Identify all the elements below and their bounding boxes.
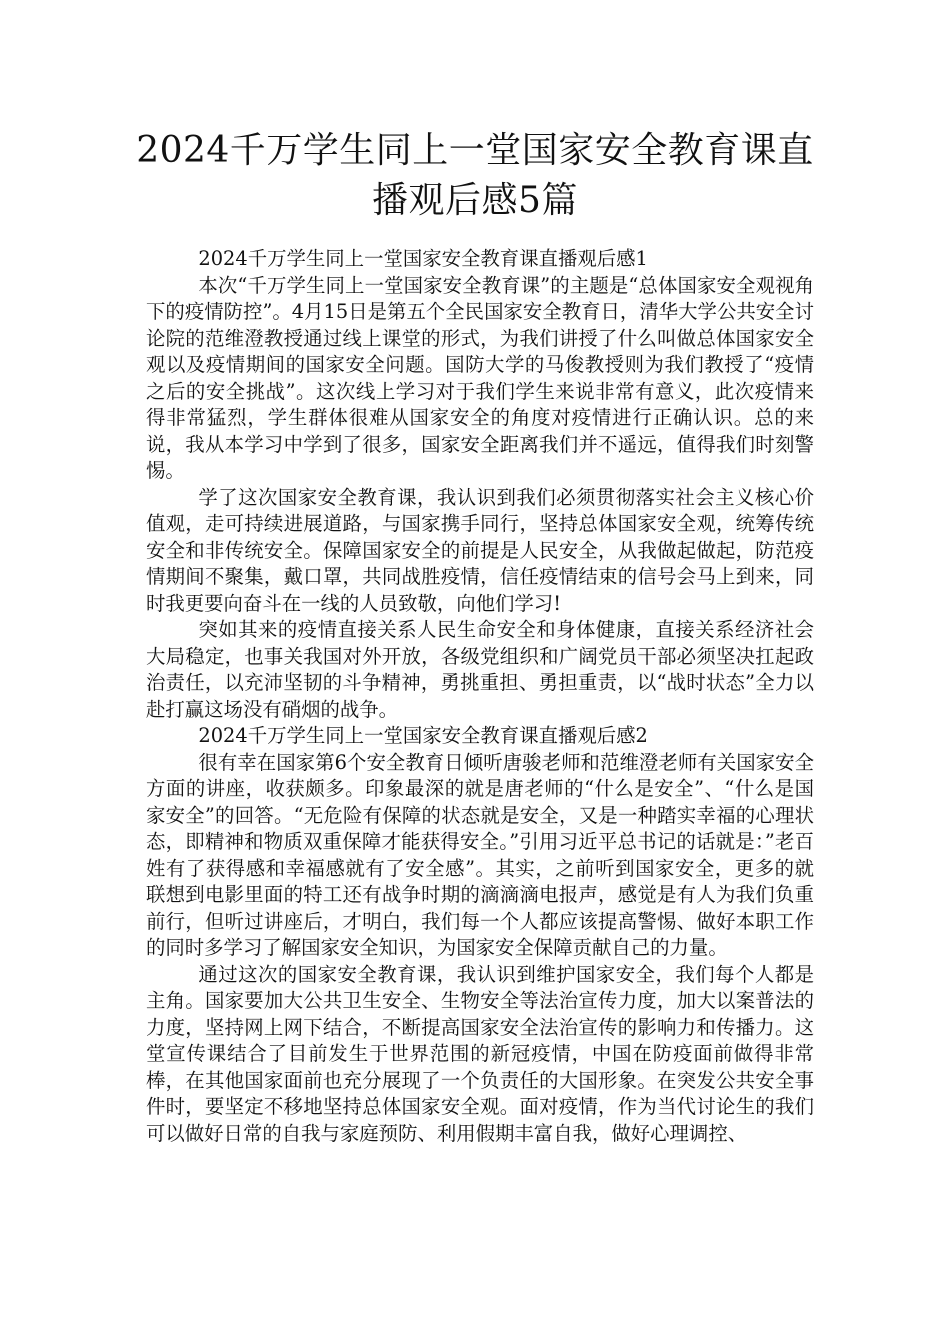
- paragraph: 本次“千万学生同上一堂国家安全教育课”的主题是“总体国家安全观视角下的疫情防控”。4月15日是第五个全民国家安全教育日，清华大学公共安全讨论院的范维澄教授通过线上课堂的形式，为我们讲授了什么叫做总体国家安全观以及疫情期间的国家安全问题。国防大学的马俊教授则为我们教授了“疫情之后的安全挑战”。这次线上学习对于我们学生来说非常有意义，此次疫情来得非常猛烈，学生群体很难从国家安全的角度对疫情进行正确认识。总的来说，我从本学习中学到了很多，国家安全距离我们并不遥远，值得我们时刻警惕。: [146, 273, 814, 482]
- title-line-2: 播观后感5篇: [372, 180, 578, 221]
- title-line-1: 2024千万学生同上一堂国家安全教育课直: [136, 130, 814, 171]
- paragraph: 突如其来的疫情直接关系人民生命安全和身体健康，直接关系经济社会大局稳定，也事关我国对外开放，各级党组织和广阔党员干部必须坚决扛起政治责任，以充沛坚韧的斗争精神，勇挑重担、勇担重责，以“战时状态”全力以赴打赢这场没有硝烟的战争。: [146, 618, 814, 721]
- document-body: [146, 246, 814, 1147]
- section-heading-1: 2024千万学生同上一堂国家安全教育课直播观后感1: [198, 247, 648, 270]
- paragraph: 学了这次国家安全教育课，我认识到我们必须贯彻落实社会主义核心价值观，走可持续进展道路，与国家携手同行，坚持总体国家安全观，统筹传统安全和非传统安全。保障国家安全的前提是人民安全，从我做起做起，防范疫情期间不聚集，戴口罩，共同战胜疫情，信任疫情结束的信号会马上到来，同时我更要向奋斗在一线的人员致敬，向他们学习!: [146, 485, 814, 615]
- paragraph: 很有幸在国家第6个安全教育日倾听唐骏老师和范维澄老师有关国家安全方面的讲座，收获颇多。印象最深的就是唐老师的“什么是安全”、“什么是国家安全”的回答。“无危险有保障的状态就是安全，又是一种踏实幸福的心理状态，即精神和物质双重保障才能获得安全。”引用习近平总书记的话就是：”老百姓有了获得感和幸福感就有了安全感”。其实，之前听到国家安全，更多的就联想到电影里面的特工还有战争时期的滴滴滴电报声，感觉是有人为我们负重前行，但听过讲座后，才明白，我们每一个人都应该提高警惕、做好本职工作的同时多学习了解国家安全知识，为国家安全保障贡献自己的力量。: [146, 750, 814, 959]
- paragraph: 通过这次的国家安全教育课，我认识到维护国家安全，我们每个人都是主角。国家要加大公共卫生安全、生物安全等法治宣传力度，加大以案普法的力度，坚持网上网下结合，不断提高国家安全法治宣传的影响力和传播力。这堂宣传课结合了目前发生于世界范围的新冠疫情，中国在防疫面前做得非常棒，在其他国家面前也充分展现了一个负责任的大国形象。在突发公共安全事件时，要坚定不移地坚持总体国家安全观。面对疫情，作为当代讨论生的我们可以做好日常的自我与家庭预防、利用假期丰富自我，做好心理调控、: [146, 962, 814, 1145]
- section-heading-2: 2024千万学生同上一堂国家安全教育课直播观后感2: [198, 724, 648, 747]
- document-title: [120, 126, 830, 226]
